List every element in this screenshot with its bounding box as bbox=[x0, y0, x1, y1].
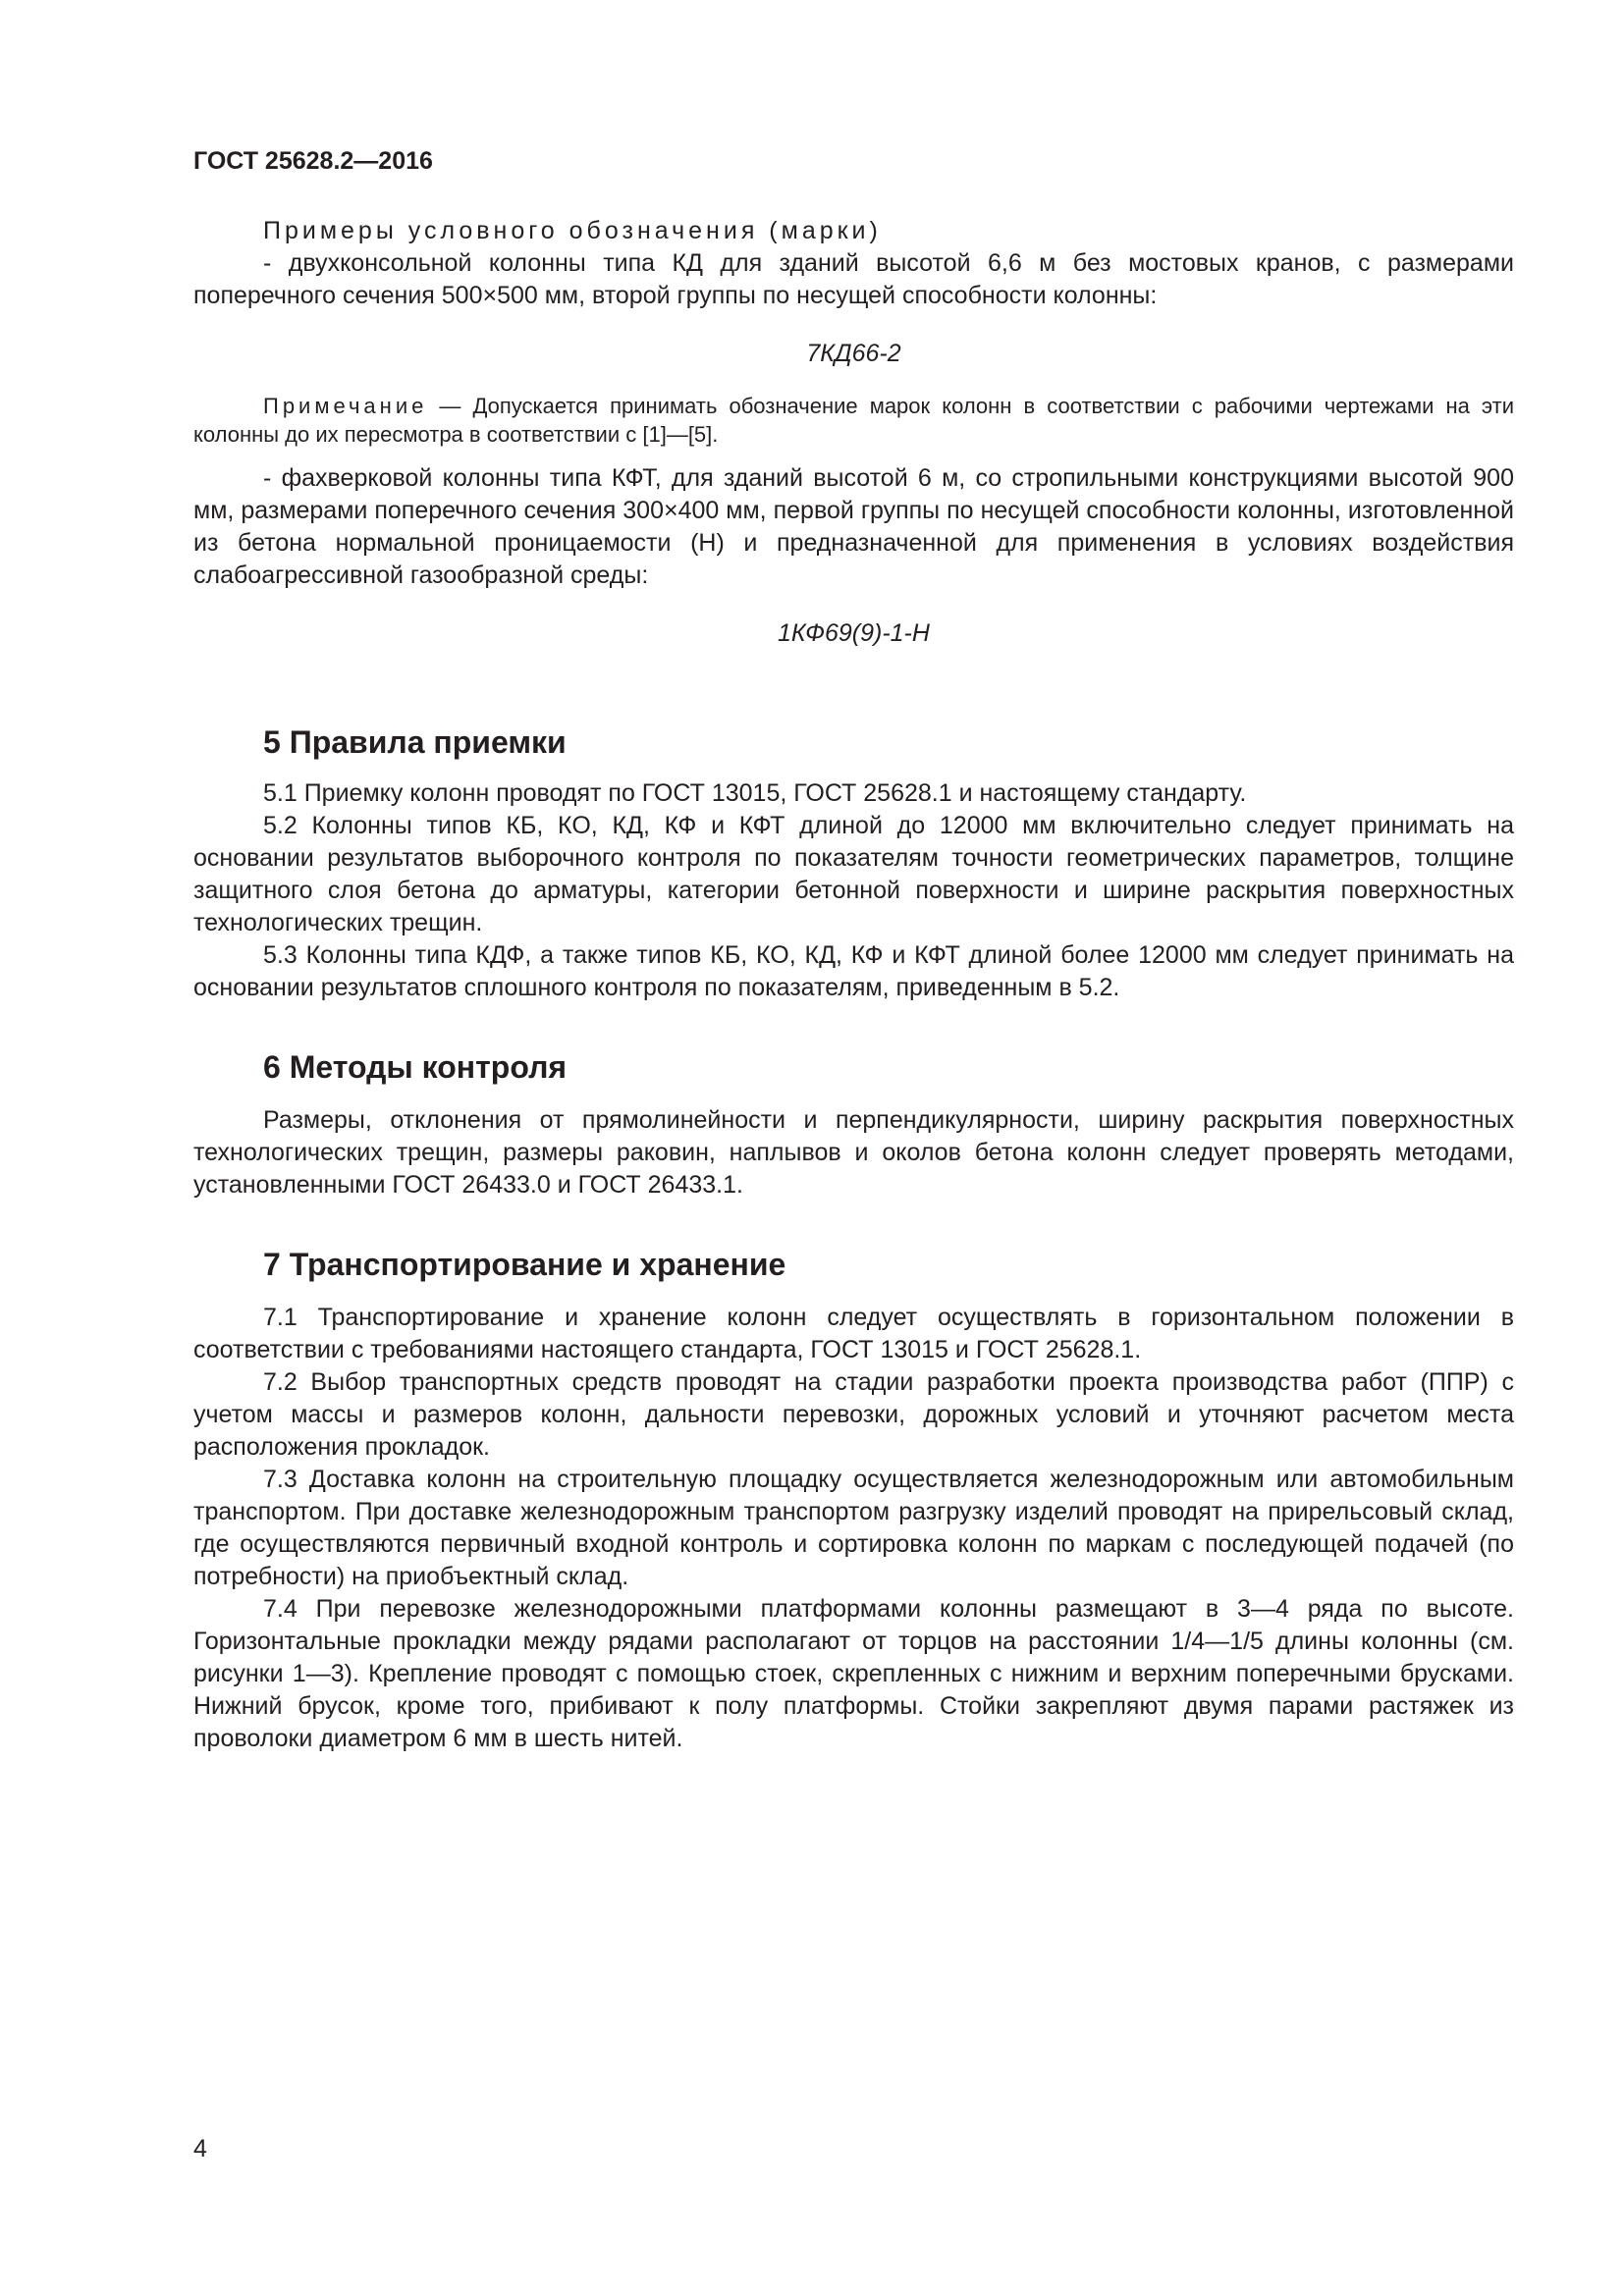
section-5-title: 5 Правила приемки bbox=[263, 724, 567, 760]
document-page bbox=[193, 147, 1514, 1755]
note-text: — Допускается принимать обозначение марок колонн в соответствии с рабочими чертежами на эти колонны до их пересмотра в соответствии с [1]—[5]. bbox=[193, 394, 1514, 447]
section-5-paragraph-2: 5.2 Колонны типов КБ, КО, КД, КФ и КФТ длиной до 12000 мм включительно следует принимать на основании результатов выборочного контроля по показателям точности геометрических параметров, толщине защитного слоя бетона до арматуры, категории бетонной поверхности и ширине раскрытия поверхностных технологических трещин. bbox=[193, 812, 1514, 936]
note bbox=[193, 392, 1514, 449]
section-7-paragraph-2: 7.2 Выбор транспортных средств проводят на стадии разработки проекта производства работ (ППР) с учетом массы и размеров колонн, дальности перевозки, дорожных условий и уточняют расчетом места расположения прокладок. bbox=[193, 1368, 1514, 1461]
document-header: ГОСТ 25628.2—2016 bbox=[193, 147, 433, 175]
section-5-paragraph-3: 5.3 Колонны типа КДФ, а также типов КБ, КО, КД, КФ и КФТ длиной более 12000 мм следует принимать на основании результатов сплошного контроля по показателям, приведенным в 5.2. bbox=[193, 941, 1514, 1001]
section-7-title: 7 Транспортирование и хранение bbox=[263, 1247, 786, 1282]
example-2-text: - фахверковой колонны типа КФТ, для зданий высотой 6 м, со стропильными конструкциями высотой 900 мм, размерами поперечного сечения 300×400 мм, первой группы по несущей способности колонны, изготовленной из бетона нормальной проницаемости (Н) и предназначенной для применения в условиях воздействия слабоагрессивной газообразной среды: bbox=[193, 464, 1514, 589]
example-1-text: - двухконсольной колонны типа КД для зданий высотой 6,6 м без мостовых кранов, с размерами поперечного сечения 500×500 мм, второй группы по несущей способности колонны: bbox=[193, 249, 1514, 309]
note-label: Примечание bbox=[263, 394, 428, 418]
section-7-paragraph-3: 7.3 Доставка колонн на строительную площадку осуществляется железнодорожным или автомобильным транспортом. При доставке железнодорожным транспортом разгрузку изделий проводят на прирельсовый склад, где осуществляются первичный входной контроль и сортировка колонн по маркам с последующей подачей (по потребности) на приобъектный склад. bbox=[193, 1466, 1514, 1590]
examples-heading: Примеры условного обозначения (марки) bbox=[263, 217, 882, 244]
example-1-mark: 7КД66-2 bbox=[806, 340, 901, 367]
section-7-paragraph-4: 7.4 При перевозке железнодорожными платформами колонны размещают в 3—4 ряда по высоте. Горизонтальные прокладки между рядами располагают от торцов на расстоянии 1/4—1/5 длины колонны (см. рисунки 1—3). Крепление проводят с помощью стоек, скрепленных с нижним и верхним поперечными брусками. Нижний брусок, кроме того, прибивают к полу платформы. Стойки закрепляют двумя парами растяжек из проволоки диаметром 6 мм в шесть нитей. bbox=[193, 1595, 1514, 1752]
section-6-title: 6 Методы контроля bbox=[263, 1049, 568, 1085]
section-5-paragraph-1: 5.1 Приемку колонн проводят по ГОСТ 13015, ГОСТ 25628.1 и настоящему стандарту. bbox=[263, 779, 1247, 807]
page-number: 4 bbox=[193, 2135, 207, 2163]
section-7-paragraph-1: 7.1 Транспортирование и хранение колонн следует осуществлять в горизонтальном положении в соответствии с требованиями настоящего стандарта, ГОСТ 13015 и ГОСТ 25628.1. bbox=[193, 1304, 1514, 1363]
example-2-mark: 1КФ69(9)-1-Н bbox=[778, 619, 930, 647]
section-6-paragraph-1: Размеры, отклонения от прямолинейности и перпендикулярности, ширину раскрытия поверхностных технологических трещин, размеры раковин, наплывов и околов бетона колонн следует проверять методами, установленными ГОСТ 26433.0 и ГОСТ 26433.1. bbox=[193, 1106, 1514, 1199]
